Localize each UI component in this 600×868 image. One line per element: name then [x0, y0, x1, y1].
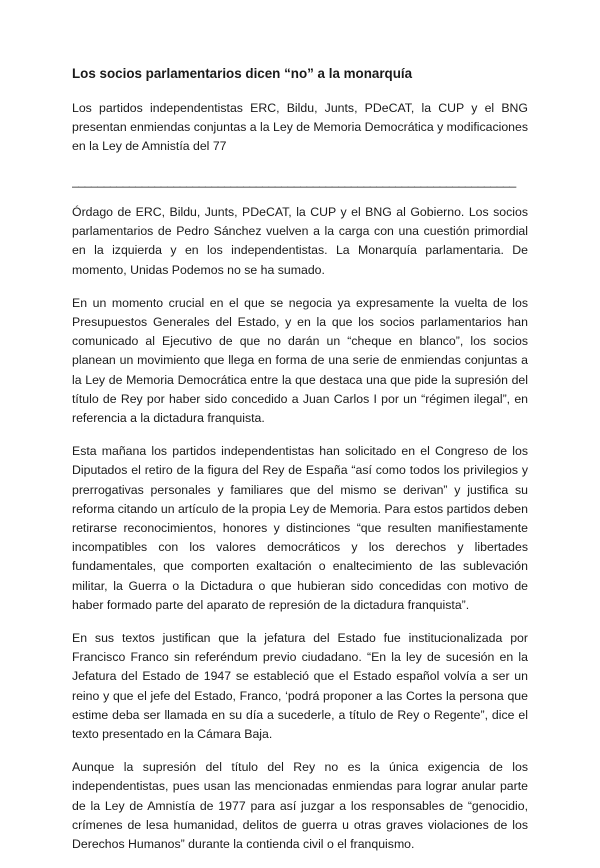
document-page: [72, 64, 528, 868]
divider-line: ______________________________________________________________________: [72, 174, 516, 188]
body-paragraph-2: En un momento crucial en el que se negocia ya expresamente la vuelta de los Presupuestos Generales del Estado, y en la que los socios parlamentarios han comunicado al Ejecutivo de que no darán un “cheque en blanco”, los socios planean un movimiento que llega en forma de una serie de enmiendas conjuntas a la Ley de Memoria Democrática entre la que destaca una que pide la supresión del título de Rey por haber sido concedido a Juan Carlos I por un “régimen ilegal”, en referencia a la dictadura franquista.: [72, 295, 528, 426]
body-paragraph-1: Órdago de ERC, Bildu, Junts, PDeCAT, la CUP y el BNG al Gobierno. Los socios parlamentarios de Pedro Sánchez vuelven a la carga con una cuestión primordial en la izquierda y en los independentistas. La Monarquía parlamentaria. De momento, Unidas Podemos no se ha sumado.: [72, 205, 528, 277]
article-title: Los socios parlamentarios dicen “no” a la monarquía: [72, 66, 413, 81]
body-paragraph-3: Esta mañana los partidos independentistas han solicitado en el Congreso de los Diputados el retiro de la figura del Rey de España “así como todos los privilegios y prerrogativas personales y familiares que del mismo se derivan” y justifica su reforma citando un artículo de la propia Ley de Memoria. Para estos partidos deben retirarse reconocimientos, honores y distinciones “que resulten manifiestamente incompatibles con los valores democráticos y los derechos y libertades fundamentales, que comporten exaltación o enaltecimiento de las sublevación militar, la Guerra o la Dictadura o que hubieran sido concedidas con motivo de haber formado parte del aparato de represión de la dictadura franquista”.: [72, 444, 528, 612]
body-paragraph-5: Aunque la supresión del título del Rey no es la única exigencia de los independentistas, pues usan las mencionadas enmiendas para lograr anular parte de la Ley de Amnistía de 1977 para así juzgar a los responsables de “genocidio, crímenes de lesa humanidad, delitos de guerra u otras graves violaciones de los Derechos Humanos” durante la contienda civil o el franquismo.: [72, 760, 528, 852]
body-paragraph-4: En sus textos justifican que la jefatura del Estado fue institucionalizada por Francisco Franco sin referéndum previo ciudadano. “En la ley de sucesión en la Jefatura del Estado de 1947 se estableció que el Estado español volvía a ser un reino y que el jefe del Estado, Franco, ‘podrá proponer a las Cortes la persona que estime deba ser llamada en su día a sucederle, a título de Rey o Regente”, dice el texto presentado en la Cámara Baja.: [72, 631, 528, 742]
article-lead: Los partidos independentistas ERC, Bildu, Junts, PDeCAT, la CUP y el BNG presentan enmiendas conjuntas a la Ley de Memoria Democrática y modificaciones en la Ley de Amnistía del 77: [72, 101, 528, 153]
